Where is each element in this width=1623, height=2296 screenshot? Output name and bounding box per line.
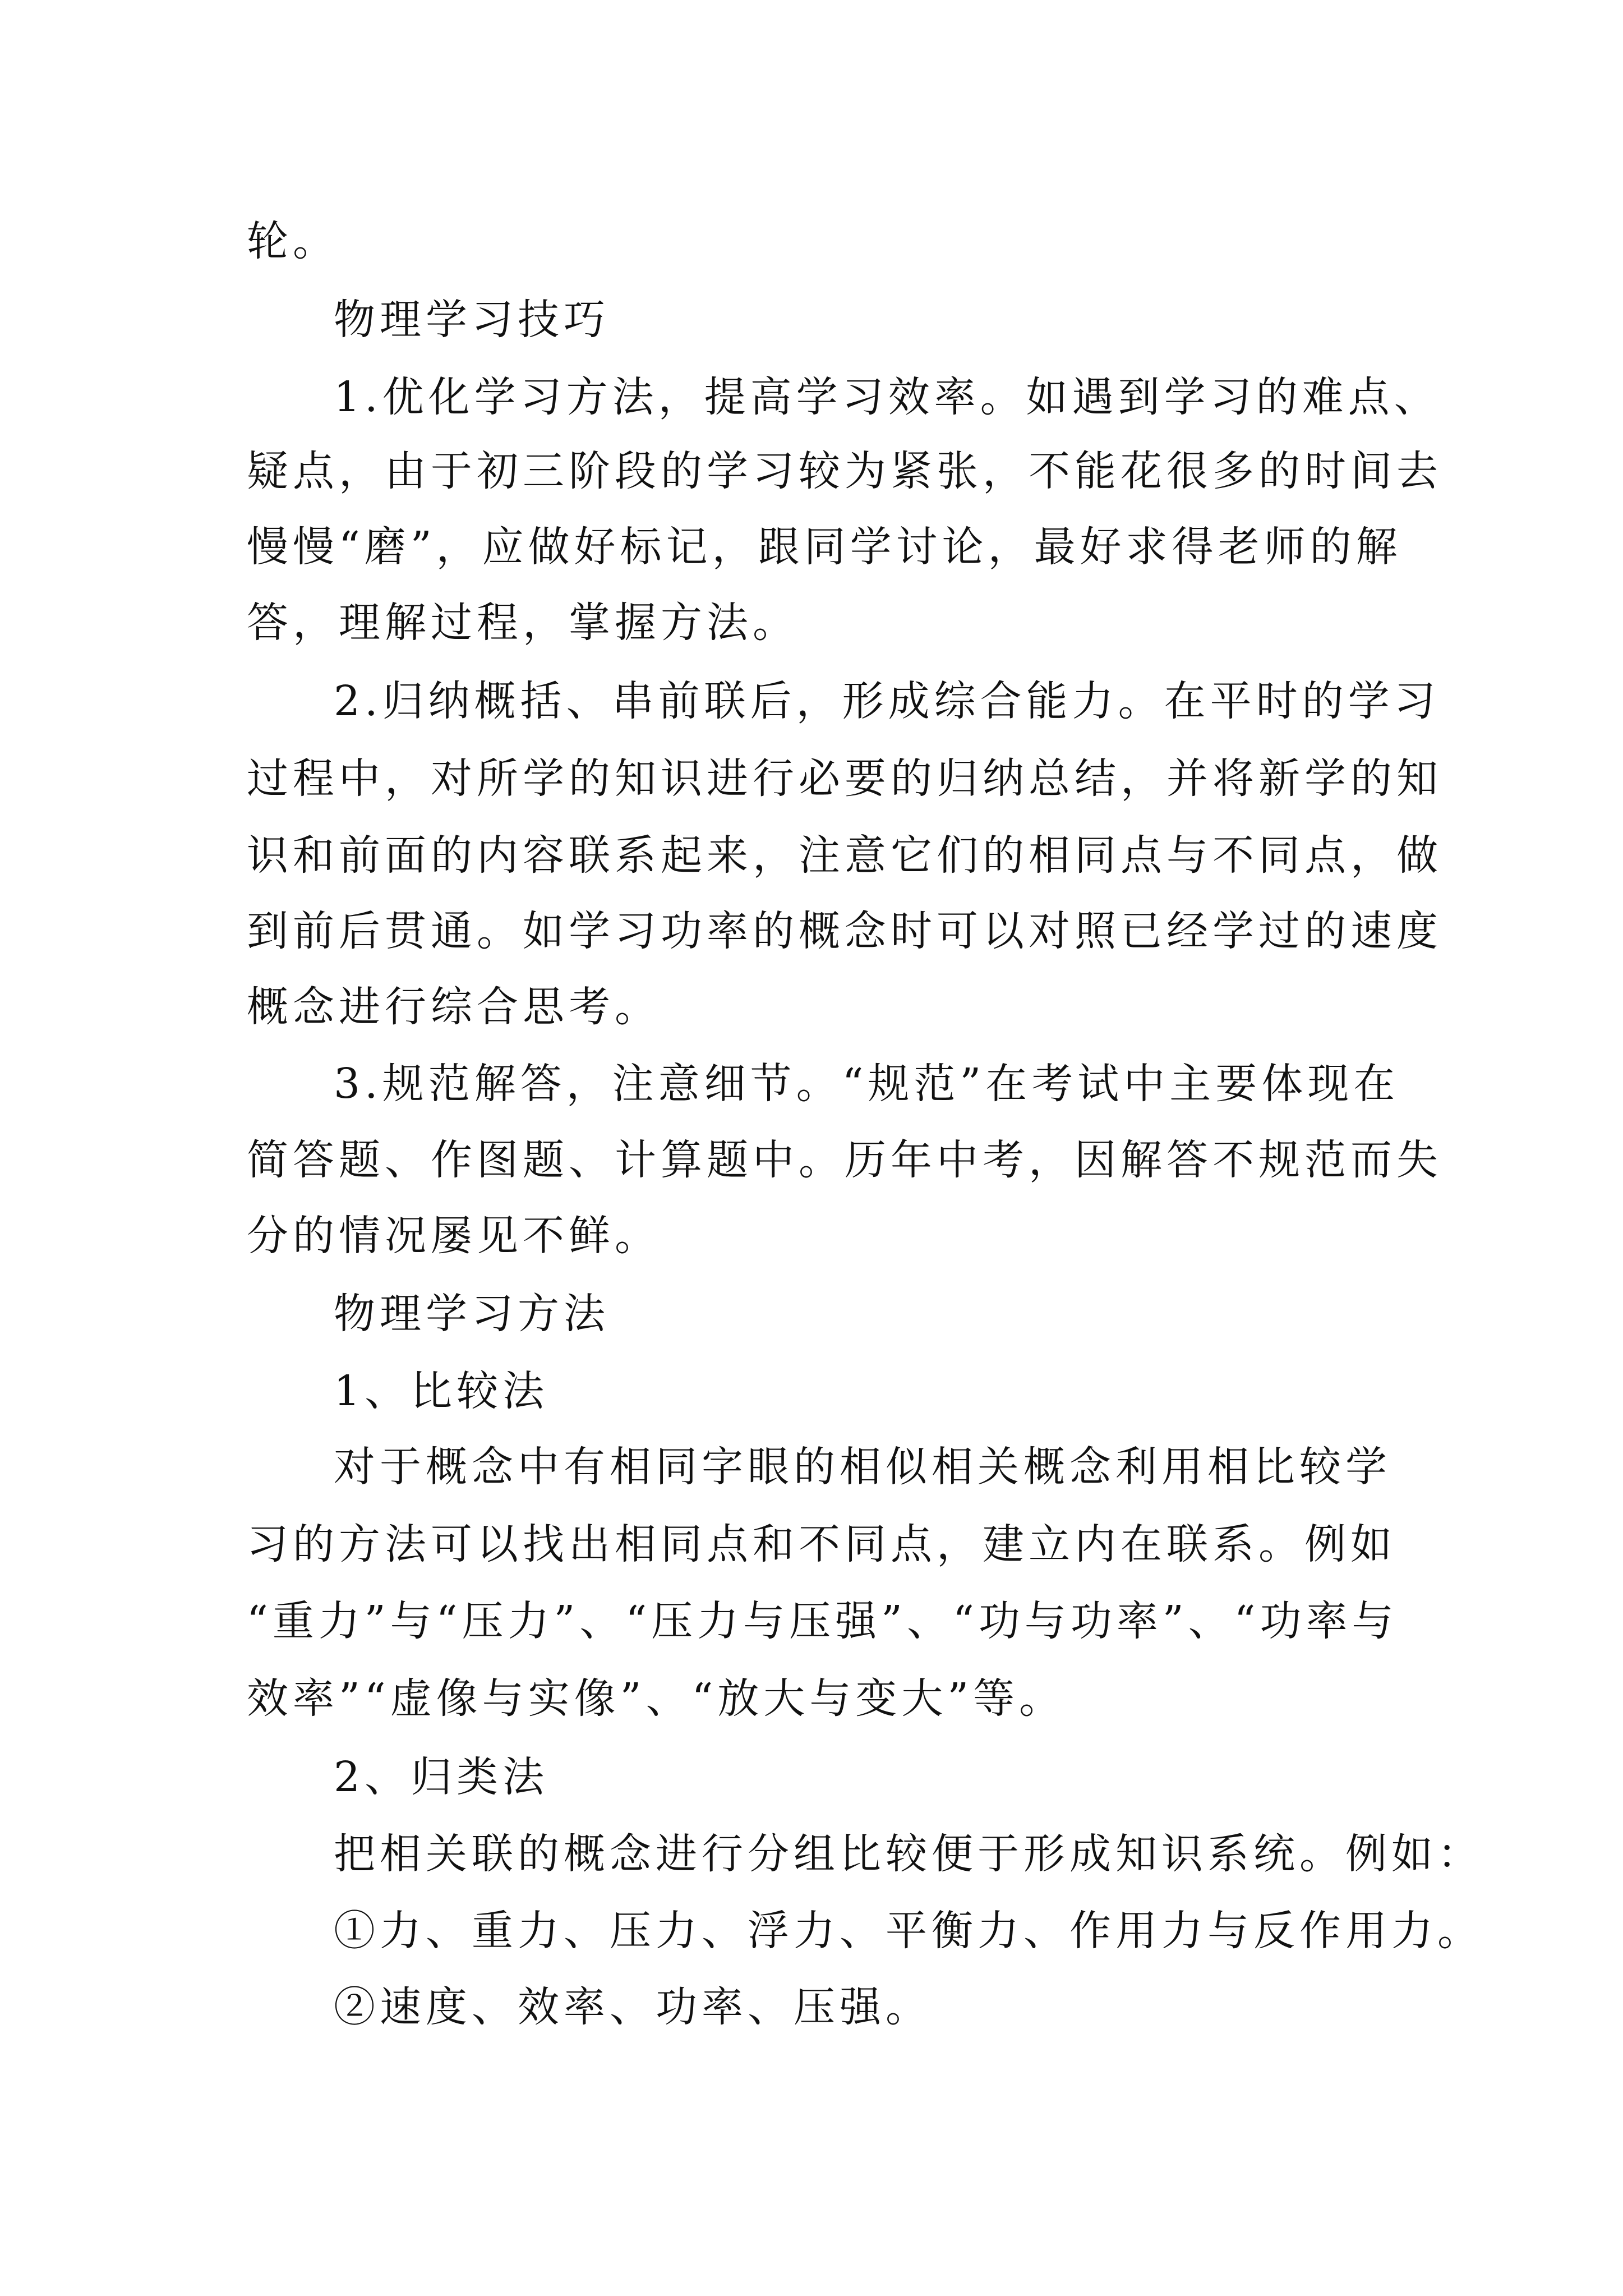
section-heading: 物理学习技巧 <box>334 296 610 344</box>
text-line: 慢慢“磨”，应做好标记，跟同学讨论，最好求得老师的解 <box>247 523 1402 571</box>
text-line: 疑点，由于初三阶段的学习较为紧张，不能花很多的时间去 <box>247 447 1442 495</box>
text-line: 1.优化学习方法，提高学习效率。如遇到学习的难点、 <box>334 373 1440 421</box>
text-line: 过程中，对所学的知识进行必要的归纳总结，并将新学的知 <box>247 754 1442 803</box>
list-item: ②速度、效率、功率、压强。 <box>334 1983 932 2031</box>
text-line: 答，理解过程，掌握方法。 <box>247 599 799 647</box>
text-line: 识和前面的内容联系起来，注意它们的相同点与不同点，做 <box>247 831 1442 880</box>
text-line: 对于概念中有相同字眼的相似相关概念利用相比较学 <box>334 1443 1391 1491</box>
section-heading: 物理学习方法 <box>334 1290 610 1338</box>
text-line: 3.规范解答，注意细节。“规范”在考试中主要体现在 <box>334 1060 1400 1108</box>
text-line: 轮。 <box>247 217 339 265</box>
text-line: “重力”与“压力”、“压力与压强”、“功与功率”、“功率与 <box>247 1597 1398 1645</box>
text-line: 2.归纳概括、串前联后，形成综合能力。在平时的学习 <box>334 677 1440 725</box>
text-line: 把相关联的概念进行分组比较便于形成知识系统。例如： <box>334 1830 1483 1878</box>
subsection-heading: 2、归类法 <box>334 1753 549 1801</box>
text-line: 概念进行综合思考。 <box>247 983 661 1031</box>
text-line: 效率”“虚像与实像”、“放大与变大”等。 <box>247 1674 1066 1723</box>
text-line: 习的方法可以找出相同点和不同点，建立内在联系。例如 <box>247 1520 1396 1568</box>
text-line: 到前后贯通。如学习功率的概念时可以对照已经学过的速度 <box>247 907 1442 955</box>
text-line: 简答题、作图题、计算题中。历年中考，因解答不规范而失 <box>247 1136 1442 1184</box>
subsection-heading: 1、比较法 <box>334 1367 549 1415</box>
text-line: 分的情况屡见不鲜。 <box>247 1212 661 1260</box>
list-item: ①力、重力、压力、浮力、平衡力、作用力与反作用力。 <box>334 1907 1483 1955</box>
